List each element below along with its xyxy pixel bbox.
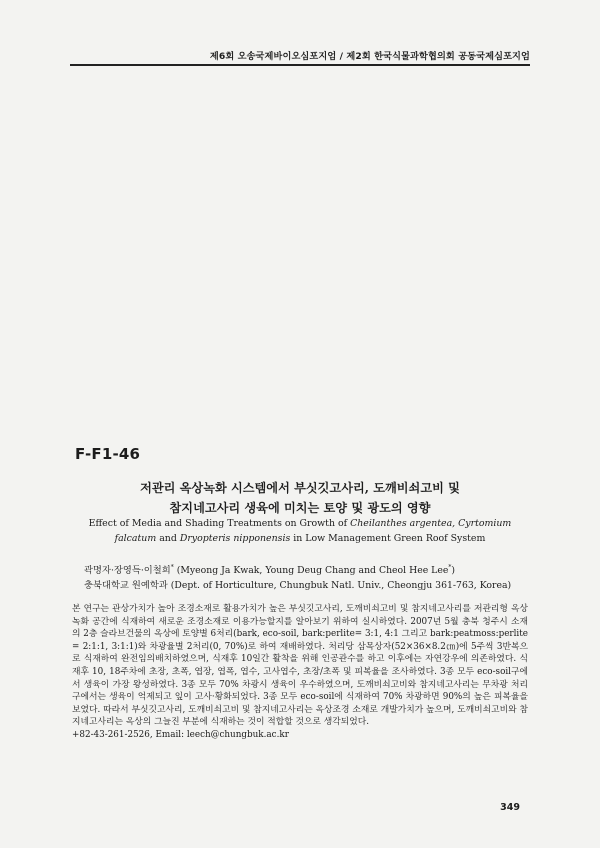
corresponding-mark: * (170, 564, 174, 571)
title-english-part-3: in Low Management Green Roof System (290, 533, 486, 544)
page-number: 349 (500, 802, 520, 813)
title-korean-line-2: 참지네고사리 생육에 미치는 토양 및 광도의 영향 (169, 501, 431, 515)
author-block (84, 560, 530, 593)
title-english-part-1: Effect of Media and Shading Treatments on Growth of (88, 518, 351, 529)
header-rule (70, 64, 530, 66)
title-korean-line-1: 저관리 옥상녹화 시스템에서 부싯깃고사리, 도깨비쇠고비 및 (140, 481, 460, 495)
affiliation-english: (Dept. of Horticulture, Chungbuk Natl. Univ., Cheongju 361-763, Korea) (170, 580, 512, 592)
corresponding-mark-en: * (448, 564, 452, 571)
author-line (84, 560, 530, 578)
authors-english-close: ) (451, 565, 455, 577)
title-english-part-2: and (156, 533, 180, 544)
authors-english: (Myeong Ja Kwak, Young Deug Chang and Cheol Hee Lee (176, 565, 449, 577)
title-english (70, 516, 530, 546)
abstract-body: 본 연구는 관상가치가 높아 조경소재로 활용가치가 높은 부싯깃고사리, 도깨비쇠고비 및 참지네고사리를 저관리형 옥상녹화 공간에 식재하여 새로운 조경소재로 이용가능할지를 알아보기 위하여 실시하였다. 2007년 5월 충북 청주시 소재의 2층 슬라브건물의 옥상에 토양별 6처리(bark, eco-soil, bark:perlite= 3:1, 4:1 그리고 bark:peatmoss:perlite = 2:1:1, 3:1:1)와 차광율별 2처리(0, 70%)로 하여 재배하였다. 처리당 삼목상자(52×36×8.2㎝)에 5주씩 3반복으로 식재하여 완전임의배치하였으며, 식재후 10일간 활착을 위해 인공관수를 하고 이후에는 자연강우에 의존하였다. 식재후 10, 18주차에 초장, 초폭, 엽장, 엽폭, 엽수, 고사엽수, 초장/초폭 및 피복율을 조사하였다. 3종 모두 eco-soil구에서 생육이 가장 왕성하였다. 3종 모두 70% 차광시 생육이 우수하였으며, 도깨비쇠고비와 참지네고사리는 무차광 처리구에서는 생육이 억제되고 잎이 고사·황화되었다. 3종 모두 eco-soil에 식재하여 70% 차광하면 90%의 높은 피복율을 보였다. 따라서 부싯깃고사리, 도깨비쇠고비 및 참지네고사리는 옥상조경 소재로 개발가치가 높으며, 도깨비쇠고비와 참지네고사리는 옥상의 그늘진 부분에 식재하는 것이 적합할 것으로 생각되었다. (72, 604, 528, 728)
affiliation-line (84, 578, 530, 593)
authors-korean: 곽명자·장영득·이철희 (84, 565, 171, 577)
contact-info: +82-43-261-2526, Email: leech@chungbuk.ac.kr (72, 729, 289, 740)
title-english-species-1: Cheilanthes argentea, Cyrtomium falcatum (114, 518, 512, 544)
title-english-species-2: Dryopteris nipponensis (179, 533, 291, 544)
title-korean (70, 478, 530, 518)
abstract (72, 603, 528, 742)
affiliation-korean: 충북대학교 원예학과 (84, 580, 168, 592)
paper-code: F-F1-46 (75, 445, 141, 463)
running-header: 제6회 오송국제바이오심포지엄 / 제2회 한국식물과학협의회 공동국제심포지엄 (209, 51, 530, 62)
